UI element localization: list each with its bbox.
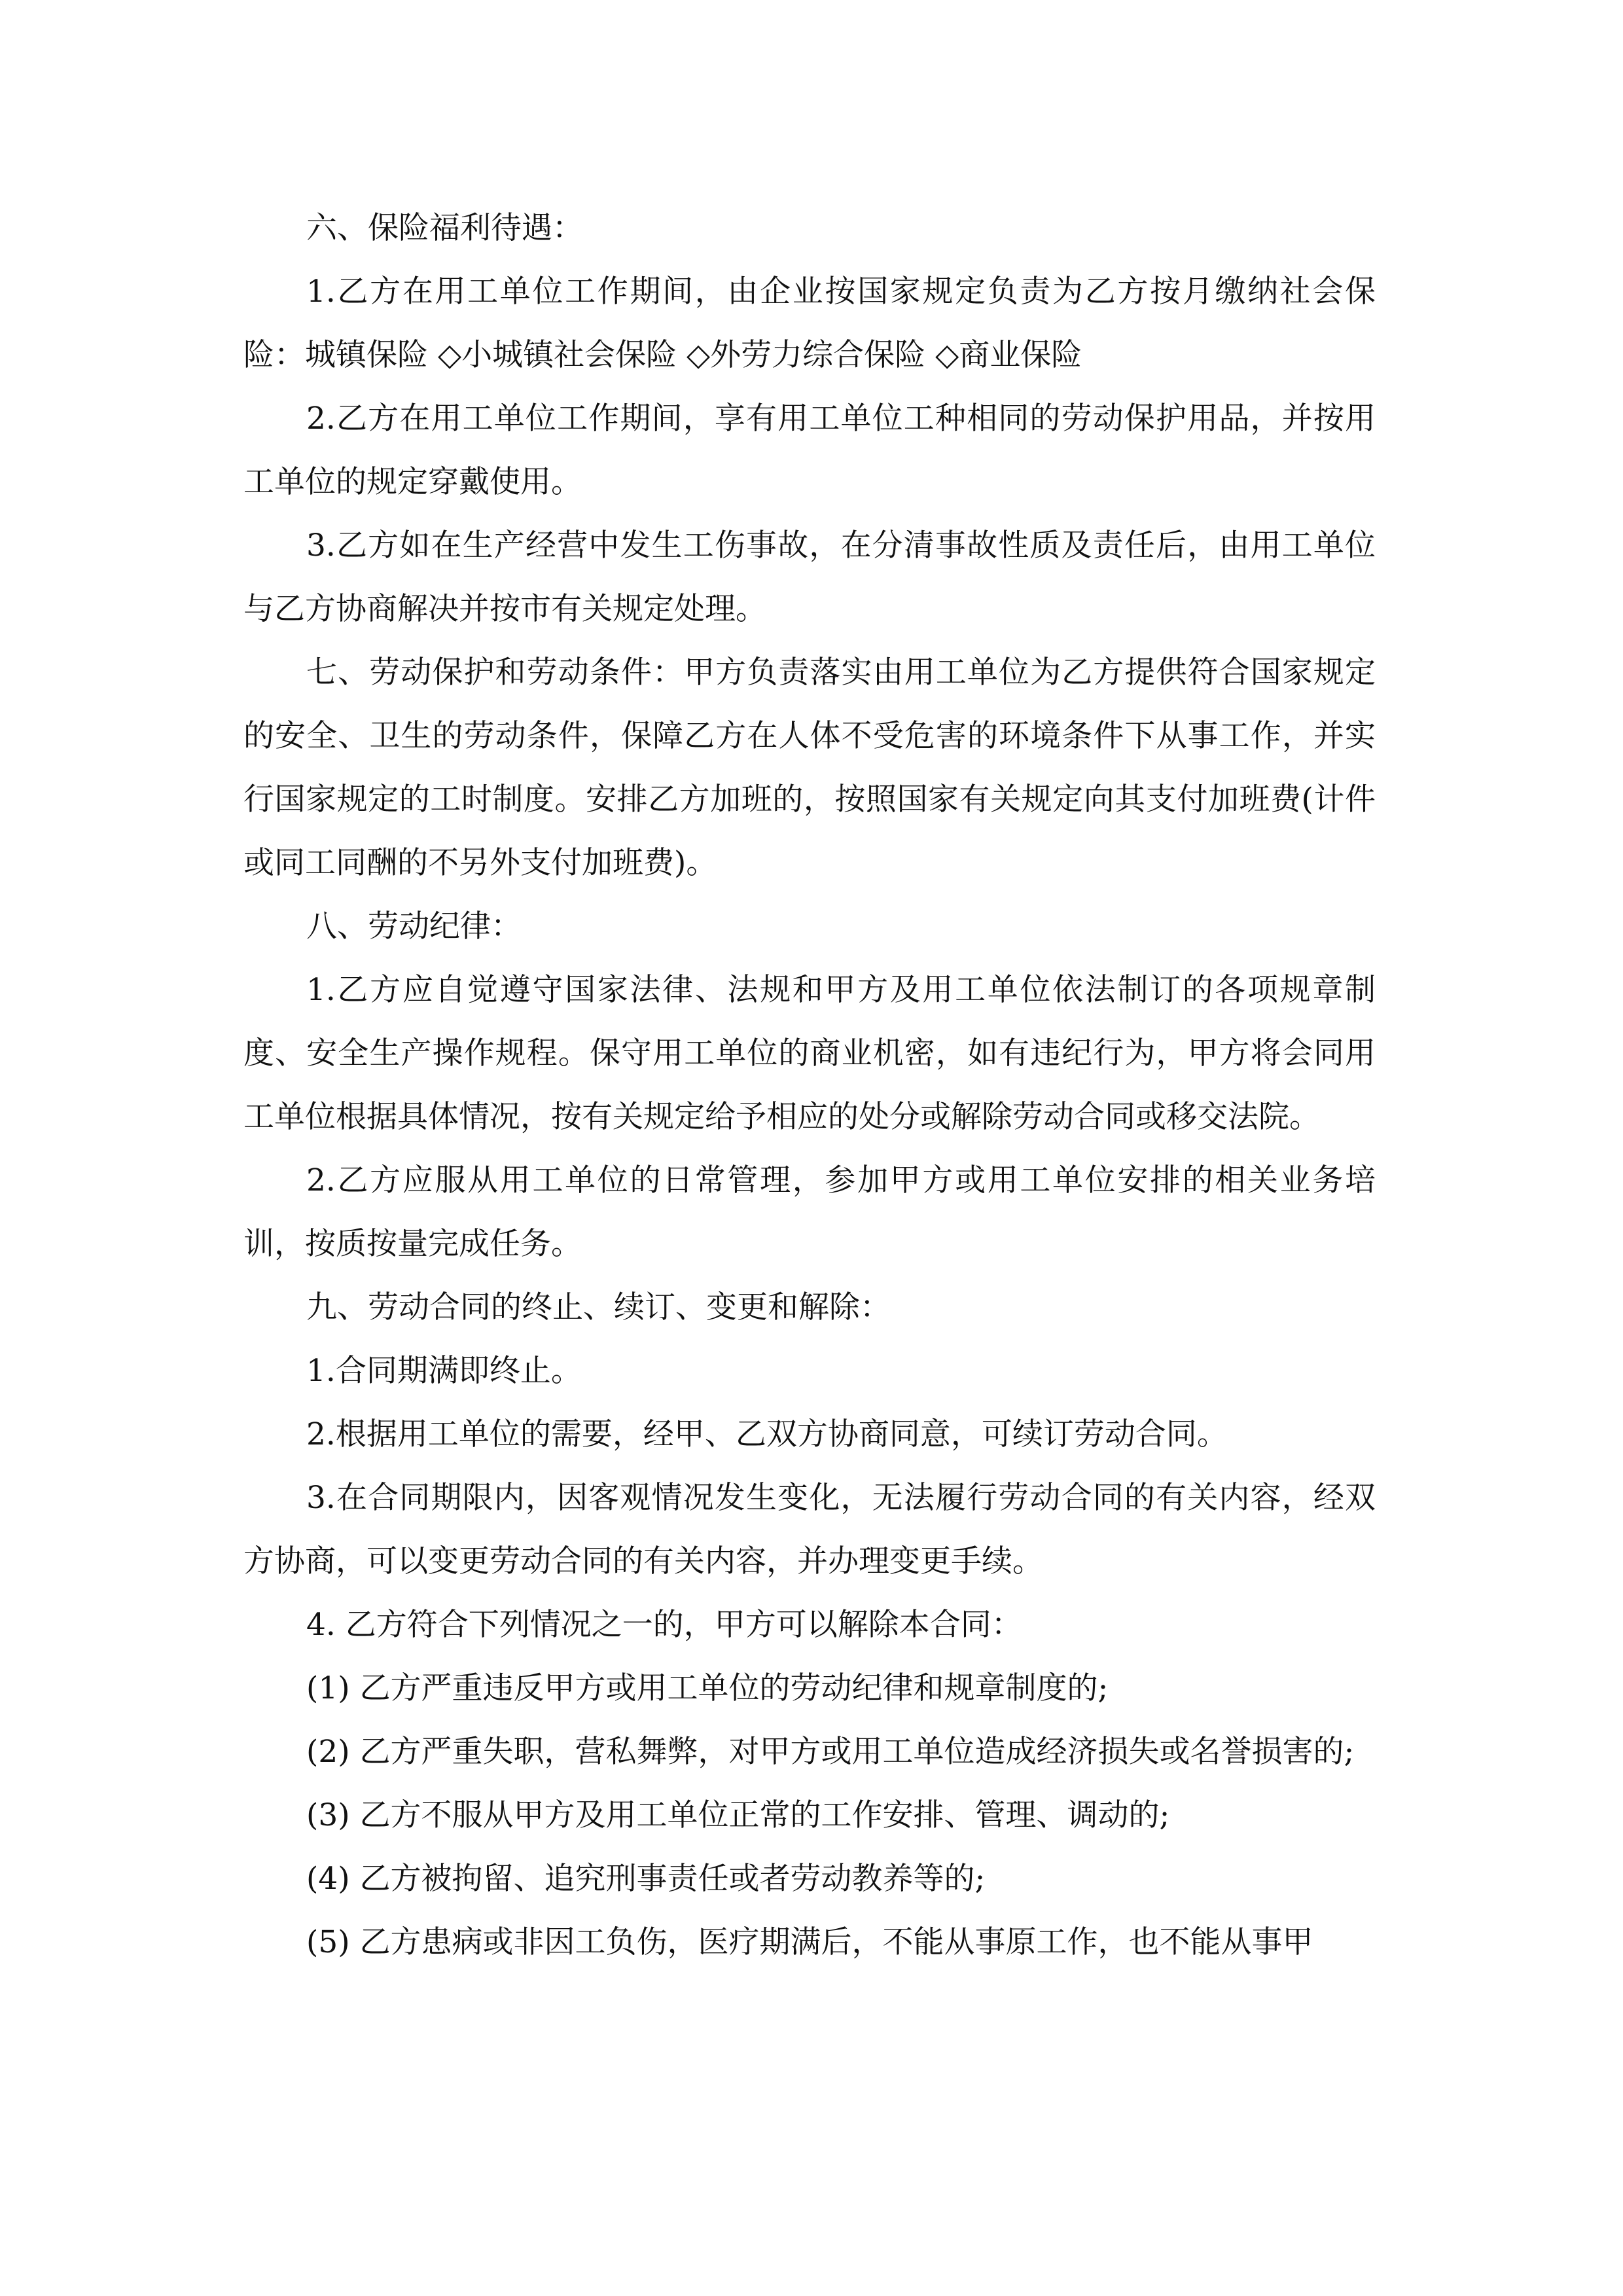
paragraph-daily-management: 2.乙方应服从用工单位的日常管理，参加甲方或用工单位安排的相关业务培训，按质按量完成任务。 bbox=[243, 1162, 1376, 1262]
list-item-condition-1: (1) 乙方严重违反甲方或用工单位的劳动纪律和规章制度的; bbox=[306, 1670, 1109, 1706]
contract-body bbox=[243, 196, 1376, 1974]
paragraph-renewal: 2.根据用工单位的需要，经甲、乙双方协商同意，可续订劳动合同。 bbox=[306, 1416, 1228, 1452]
section-heading-labor-discipline: 八、劳动纪律： bbox=[306, 908, 522, 944]
section-labor-protection: 七、劳动保护和劳动条件：甲方负责落实由用工单位为乙方提供符合国家规定的安全、卫生的劳动条件，保障乙方在人体不受危害的环境条件下从事工作，并实行国家规定的工时制度。安排乙方加班的，按照国家有关规定向其支付加班费(计件或同工同酬的不另外支付加班费)。 bbox=[243, 655, 1376, 881]
section-heading-insurance-welfare: 六、保险福利待遇： bbox=[306, 210, 583, 246]
section-heading-contract-termination: 九、劳动合同的终止、续订、变更和解除： bbox=[306, 1289, 891, 1325]
list-item-condition-3: (3) 乙方不服从甲方及用工单位正常的工作安排、管理、调动的; bbox=[306, 1797, 1170, 1833]
list-item-condition-5: (5) 乙方患病或非因工负伤，医疗期满后，不能从事原工作，也不能从事甲 bbox=[306, 1924, 1313, 1960]
paragraph-social-insurance: 1.乙方在用工单位工作期间，由企业按国家规定负责为乙方按月缴纳社会保险：城镇保险 ◇小城镇社会保险 ◇外劳力综合保险 ◇商业保险 bbox=[243, 274, 1376, 373]
paragraph-comply-regulations: 1.乙方应自觉遵守国家法律、法规和甲方及用工单位依法制订的各项规章制度、安全生产操作规程。保守用工单位的商业机密，如有违纪行为，甲方将会同用工单位根据具体情况，按有关规定给予相应的处分或解除劳动合同或移交法院。 bbox=[243, 972, 1376, 1135]
list-item-condition-4: (4) 乙方被拘留、追究刑事责任或者劳动教养等的; bbox=[306, 1861, 986, 1897]
paragraph-work-injury: 3.乙方如在生产经营中发生工伤事故，在分清事故性质及责任后，由用工单位与乙方协商解决并按市有关规定处理。 bbox=[243, 528, 1376, 627]
paragraph-protective-equipment: 2.乙方在用工单位工作期间，享有用工单位工种相同的劳动保护用品，并按用工单位的规定穿戴使用。 bbox=[243, 401, 1376, 500]
paragraph-modification: 3.在合同期限内，因客观情况发生变化，无法履行劳动合同的有关内容，经双方协商，可以变更劳动合同的有关内容，并办理变更手续。 bbox=[243, 1480, 1376, 1579]
paragraph-termination-conditions: 4. 乙方符合下列情况之一的，甲方可以解除本合同： bbox=[306, 1607, 1022, 1643]
list-item-condition-2: (2) 乙方严重失职，营私舞弊，对甲方或用工单位造成经济损失或名誉损害的; bbox=[306, 1734, 1355, 1770]
paragraph-expiry: 1.合同期满即终止。 bbox=[306, 1353, 582, 1389]
